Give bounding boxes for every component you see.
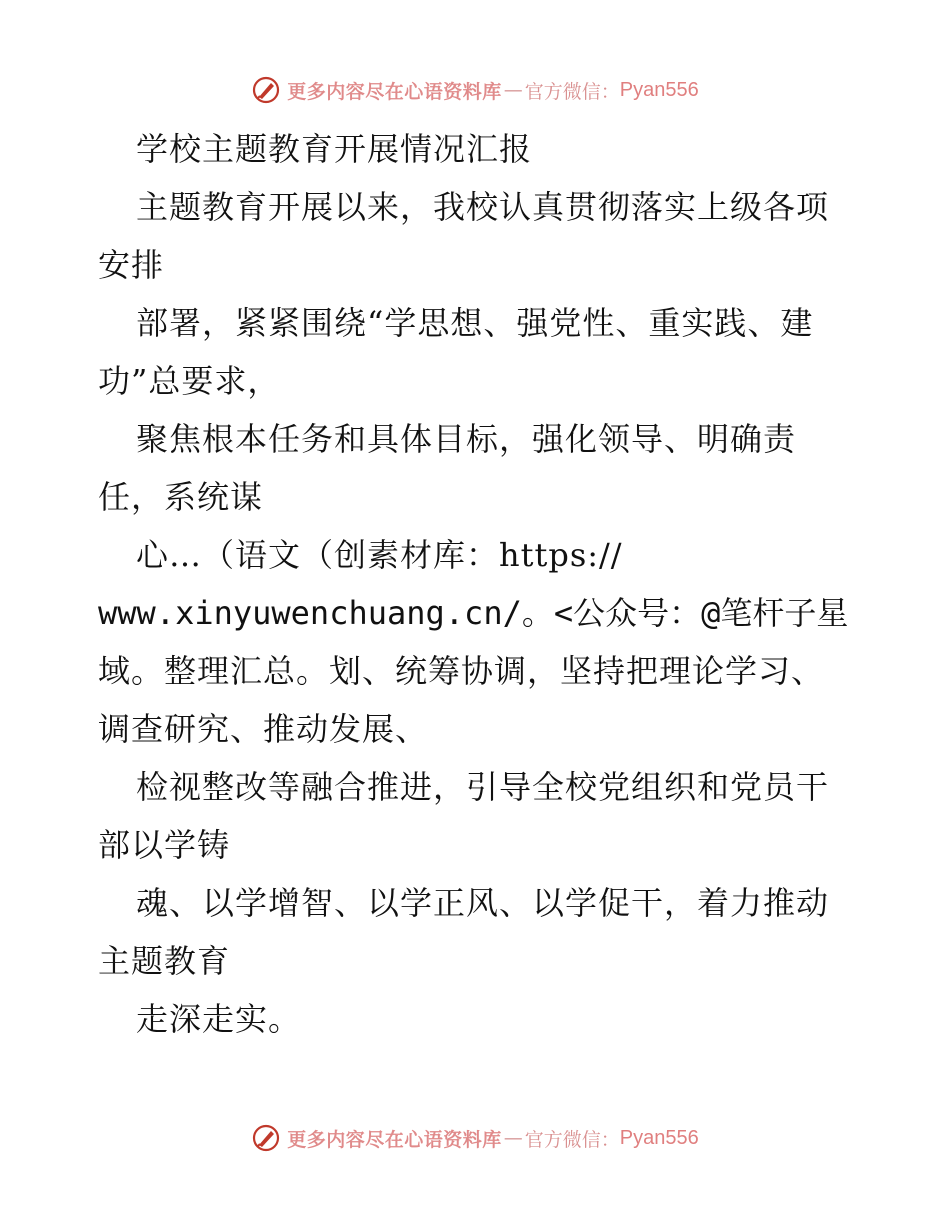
- banner-wechat-id: Pyan556: [619, 78, 699, 101]
- paragraph-line: 魂、以学增智、以学正风、以学促干，着力推动: [136, 884, 830, 922]
- paragraph-line: 任，系统谋: [98, 478, 264, 516]
- footer-banner: [0, 1118, 950, 1158]
- paragraph-line: 主题教育开展以来，我校认真贯彻落实上级各项: [136, 188, 830, 226]
- banner-dash: —: [503, 1127, 523, 1149]
- paragraph-line: 安排: [98, 246, 165, 284]
- paragraph-line: 走深走实。: [136, 1000, 302, 1038]
- paragraph-line: 域。整理汇总。划、统筹协调，坚持把理论学习、: [98, 652, 825, 690]
- paragraph-line-url: www.xinyuwenchuang.cn/。<公众号：@笔杆子星: [98, 594, 849, 632]
- document-title: 学校主题教育开展情况汇报: [136, 130, 533, 168]
- banner-wechat-id: Pyan556: [619, 1126, 699, 1149]
- banner-wechat-label: 官方微信：: [524, 80, 620, 103]
- paragraph-line: 聚焦根本任务和具体目标，强化领导、明确责: [136, 420, 797, 458]
- paragraph-line: 检视整改等融合推进，引导全校党组织和党员干: [136, 768, 830, 806]
- paragraph-line: 调查研究、推动发展、: [98, 710, 429, 748]
- header-banner: [0, 70, 950, 110]
- paragraph-line: 功”总要求，: [98, 362, 281, 400]
- banner-dash: —: [503, 79, 523, 101]
- paragraph-line: 主题教育: [98, 942, 231, 980]
- quill-pen-logo-icon: [251, 75, 281, 105]
- quill-pen-logo-icon: [251, 1123, 281, 1153]
- banner-site-name: 更多内容尽在心语资料库: [287, 1128, 502, 1151]
- paragraph-line: 部以学铸: [98, 826, 231, 864]
- paragraph-line-source: 心…（语文（创素材库：https://: [136, 536, 623, 574]
- banner-site-name: 更多内容尽在心语资料库: [287, 80, 502, 103]
- paragraph-line: 部署，紧紧围绕“学思想、强党性、重实践、建: [136, 304, 814, 342]
- banner-wechat-label: 官方微信：: [524, 1128, 620, 1151]
- document-body: [98, 120, 858, 1048]
